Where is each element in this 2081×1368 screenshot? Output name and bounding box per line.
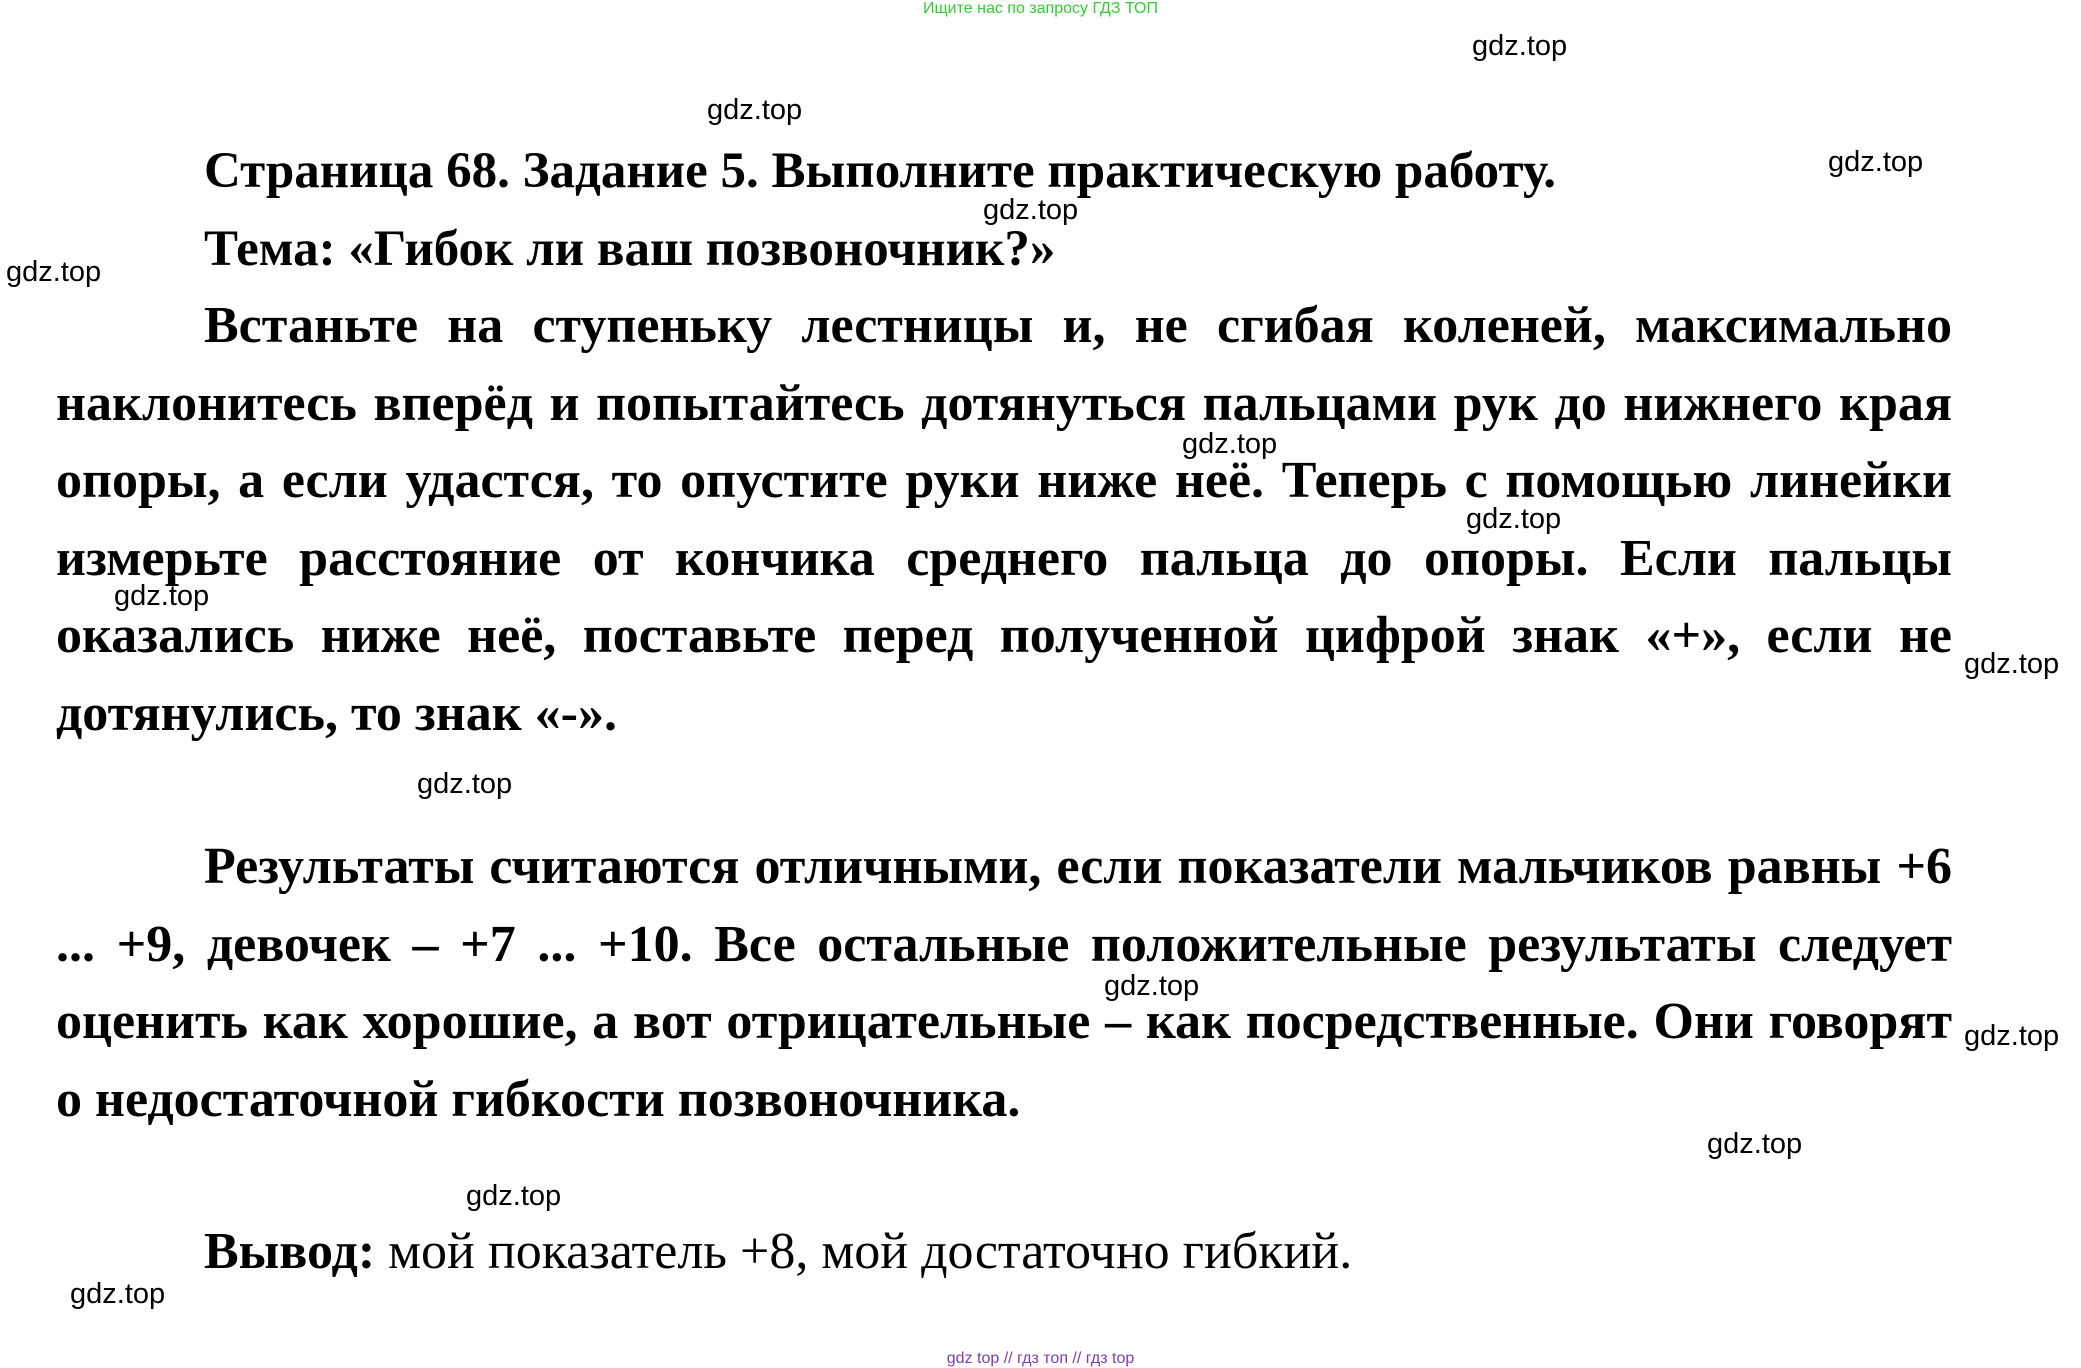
watermark: gdz.top <box>70 1278 166 1310</box>
watermark: gdz.top <box>1964 648 2060 680</box>
theme-heading: Тема: «Гибок ли ваш позвоночник?» <box>204 221 1056 277</box>
watermark: gdz.top <box>466 1180 562 1212</box>
instructions-paragraph: Встаньте на ступеньку лестницы и, не сгибая коленей, максимально наклонитесь вперёд и попытайтесь дотянуться пальцами рук до нижнего края опоры, а если удастся, то опустите руки ниже неё. Теперь с помощью линейки измерьте расстояние от кончика среднего пальца до опоры. Если пальцы оказались ниже неё, поставьте перед полученной цифрой знак «+», если не дотянулись, то знак «-». <box>56 297 1952 742</box>
watermark: gdz.top <box>983 194 1079 226</box>
watermark: gdz.top <box>417 768 513 800</box>
top-note: Ищите нас по запросу ГДЗ ТОП <box>923 0 1158 17</box>
conclusion <box>204 1223 1353 1280</box>
watermark: gdz.top <box>114 580 210 612</box>
watermark: gdz.top <box>1472 30 1568 62</box>
watermark: gdz.top <box>6 256 102 288</box>
watermark: gdz.top <box>1466 503 1562 535</box>
watermark: gdz.top <box>707 94 803 126</box>
watermark: gdz.top <box>1182 428 1278 460</box>
conclusion-label: Вывод: <box>204 1223 376 1280</box>
results-paragraph: Результаты считаются отличными, если показатели мальчиков равны +6 ... +9, девочек – +7 ... +10. Все остальные положительные результаты следует оценить как хорошие, а вот отрицательные – как посредственные. Они говорят о недостаточной гибкости позвоночника. <box>56 838 1952 1128</box>
footer: gdz top // гдз топ // гдз top <box>946 1350 1135 1367</box>
watermark: gdz.top <box>1707 1128 1803 1160</box>
watermark: gdz.top <box>1964 1020 2060 1052</box>
watermark: gdz.top <box>1104 970 1200 1002</box>
conclusion-text: мой показатель +8, мой достаточно гибкий. <box>375 1223 1353 1280</box>
watermark: gdz.top <box>1828 146 1924 178</box>
page-title: Страница 68. Задание 5. Выполните практическую работу. <box>204 143 1556 199</box>
